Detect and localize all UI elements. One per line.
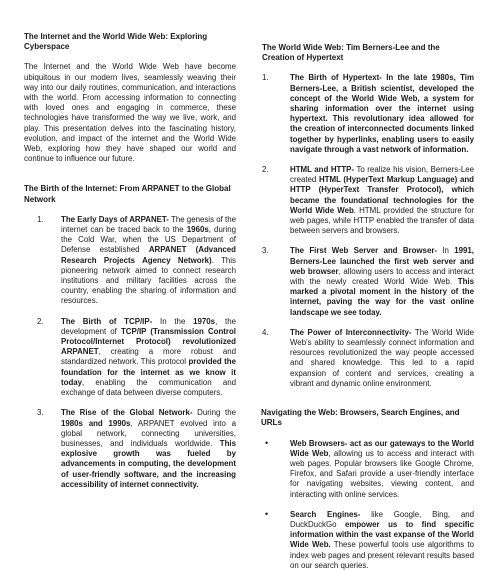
list-item-text bbox=[61, 317, 236, 399]
list-item-text bbox=[290, 246, 474, 317]
bullet-marker: • bbox=[265, 508, 269, 519]
text-segment: . This pioneering network aimed to connect research institutions and military facilities across the country, enabling the sharing of information and resources. bbox=[61, 255, 236, 306]
list-number: 4. bbox=[262, 327, 269, 337]
bold-text-segment: 1980s and 1990s bbox=[61, 418, 131, 428]
bold-text-segment: The Birth of TCP/IP- bbox=[61, 316, 153, 326]
text-segment: . HTML provided the structure for web pages, while HTTP enabled the transfer of data between servers and browsers. bbox=[290, 205, 474, 236]
bold-text-segment: The Birth of Hypertext- In the late 1980s, Tim Berners-Lee, a British scientist, developed the concept of the World Wide Web, a system for sharing information over the internet using hypertext. This revolutionary idea allowed for the creation of interconnected documents linked together by hyperlinks, enabling users to easily navigate through a vast network of information. bbox=[290, 73, 474, 154]
list-item-text bbox=[290, 165, 474, 236]
right-column bbox=[262, 0, 474, 571]
bold-text-segment: 1991, Berners-Lee launched the first web server and web browser bbox=[290, 246, 474, 276]
text-segment: , allowing users to access and interact with the newly created World Wide Web. bbox=[290, 266, 475, 287]
list-number: 3. bbox=[262, 246, 269, 256]
bullet-text bbox=[290, 439, 474, 500]
bold-text-segment: This marked a pivotal moment in the history of the internet, paving the way for the vast online landscape we see today. bbox=[290, 277, 474, 317]
bold-text-segment: The Power of Interconnectivity- bbox=[290, 327, 412, 337]
text-segment: During the bbox=[192, 408, 236, 418]
list-item-text bbox=[290, 73, 474, 155]
bold-text-segment: HTML (HyperText Markup Language) and HTTP (HyperText Transfer Protocol), which became the foundational technologies for the World Wide Web bbox=[290, 175, 474, 215]
list-number: 3. bbox=[37, 408, 44, 418]
text-segment: like Google, Bing, and DuckDuckGo bbox=[290, 509, 474, 529]
text-segment: , ARPANET evolved into a global network, connecting universities, businesses, and individuals worldwide. bbox=[61, 418, 236, 448]
section-heading-birth-of-internet: The Birth of the Internet: From ARPANET to the Global Network bbox=[24, 184, 231, 204]
section-heading-world-wide-web: The World Wide Web: Tim Berners-Lee and the Creation of Hypertext bbox=[262, 43, 440, 63]
text-segment: In the bbox=[152, 316, 194, 326]
section-heading-navigating-web: Navigating the Web: Browsers, Search Engines, and URLs bbox=[261, 408, 460, 428]
list-item bbox=[37, 215, 236, 307]
list-item-text bbox=[61, 408, 236, 490]
bold-text-segment: ARPANET (Advanced Research Projects Agency Network) bbox=[61, 245, 236, 265]
list-item bbox=[262, 246, 474, 317]
text-segment: These powerful tools use algorithms to index web pages and present relevant results based on our search queries. bbox=[290, 540, 474, 570]
text-segment: , the development of bbox=[61, 316, 236, 336]
list-item bbox=[37, 317, 236, 399]
bold-text-segment: HTML and HTTP- bbox=[290, 165, 355, 175]
www-list bbox=[262, 73, 474, 389]
list-item bbox=[262, 73, 474, 155]
bold-text-segment: empower us to find specific information within the vast expanse of the World Wide Web. bbox=[290, 519, 474, 550]
bold-text-segment: The Rise of the Global Network- bbox=[61, 408, 193, 418]
bold-text-segment: 1960s bbox=[186, 225, 209, 235]
text-segment: The World Wide Web's ability to seamlessly connect information and resources revolutionized the way people accessed and shared knowledge. This led to a rapid expansion of content and services, creating a vibrant and dynamic online environment. bbox=[290, 327, 474, 388]
bullet-item bbox=[262, 439, 474, 500]
list-number: 2. bbox=[37, 316, 44, 326]
bold-text-segment: The First Web Server and Browser- bbox=[290, 246, 438, 256]
bold-text-segment: provided the foundation for the internet as we know it today bbox=[61, 357, 236, 387]
text-segment: , allowing us to access and interact with web pages. Popular browsers like Google Chrome, Firefox, and Safari provide a user-friendly interface for navigating websites, viewing content, and interacting with online services. bbox=[290, 448, 474, 499]
left-column bbox=[24, 0, 236, 490]
bullet-text bbox=[290, 510, 474, 571]
document-title: The Internet and the World Wide Web: Exploring Cyberspace bbox=[24, 32, 208, 52]
text-segment: , creating a more robust and standardized network. This protocol bbox=[61, 347, 236, 367]
list-item-text bbox=[61, 215, 236, 307]
intro-paragraph: The Internet and the World Wide Web have become ubiquitous in our modern lives, seamlessly weaving their way into our daily routines, communication, and interactions with the world. From accessing information to connecting with loved ones and engaging in commerce, these technologies have transformed the way we live, work, and play. This presentation delves into the fascinating history, evolution, and impact of the internet and the World Wide Web, exploring how they have shaped our world and continue to influence our future. bbox=[24, 62, 236, 164]
bold-text-segment: The Early Days of ARPANET- bbox=[61, 214, 169, 224]
bold-text-segment: Web Browsers- act as our gateways to the World Wide Web bbox=[290, 438, 474, 458]
list-number: 1. bbox=[37, 214, 44, 224]
text-segment: , enabling the communication and exchange of data between diverse computers. bbox=[61, 377, 236, 398]
bold-text-segment: Search Engines- bbox=[290, 509, 361, 519]
list-item bbox=[37, 408, 236, 490]
bold-text-segment: This explosive growth was fueled by advancements in computing, the development of user-friendly software, and the increasing accessibility of internet connectivity. bbox=[61, 438, 236, 489]
text-segment: In bbox=[437, 246, 455, 256]
list-item bbox=[262, 328, 474, 389]
text-segment: , during the Cold War, when the US Department of Defense established bbox=[61, 225, 236, 255]
arpanet-list bbox=[24, 215, 236, 490]
bullet-marker: • bbox=[265, 437, 269, 448]
bold-text-segment: 1970s bbox=[193, 316, 216, 326]
bold-text-segment: TCP/IP (Transmission Control Protocol/Internet Protocol) revolutionized ARPANET bbox=[61, 326, 236, 357]
text-segment: To realize his vision, Berners-Lee created bbox=[290, 165, 474, 185]
text-segment: The genesis of the internet can be traced back to the bbox=[61, 214, 236, 235]
navigation-bullets bbox=[262, 439, 474, 571]
list-number: 2. bbox=[262, 165, 269, 175]
bullet-item bbox=[262, 510, 474, 571]
list-number: 1. bbox=[262, 73, 269, 83]
list-item-text bbox=[290, 328, 474, 389]
list-item bbox=[262, 165, 474, 236]
